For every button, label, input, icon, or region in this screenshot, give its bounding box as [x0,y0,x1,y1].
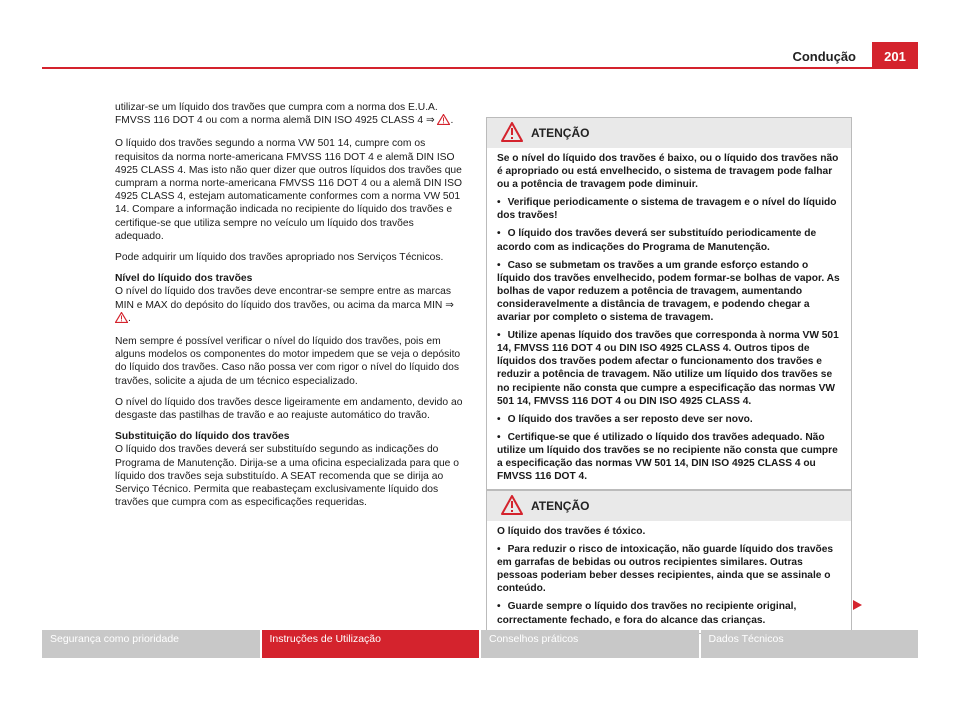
paragraph: O nível do líquido dos travões deve encontrar-se sempre entre as marcas MIN e MAX do depósito do líquido dos travões, ou acima da marca MIN ⇒ . [115,285,465,327]
tab-instrucoes[interactable]: Instruções de Utilização [262,630,480,658]
tab-dados[interactable]: Dados Técnicos [701,630,919,658]
warning-intro: O líquido dos travões é tóxico. [497,526,646,537]
warning-item: • O líquido dos travões a ser reposto deve ser novo. [497,413,841,426]
paragraph: O nível do líquido dos travões desce ligeiramente em andamento, devido ao desgaste das pastilhas de travão e ao reajuste automático do travão. [115,396,463,422]
warning-item: • Certifique-se que é utilizado o líquido dos travões adequado. Não utilize um líquido dos travões se no recipiente não consta que cumpre a especificação das normas VW 501 14, DIN ISO 4925 CLASS 4 ou FMVSS 116 DOT 4. [497,431,841,483]
warning-triangle-icon [501,495,523,520]
warning-triangle-icon[interactable] [115,312,128,327]
warning-box-header [487,118,851,148]
warning-item: • Verifique periodicamente o sistema de travagem e o nível do líquido dos travões! [497,196,841,222]
warning-item: • Guarde sempre o líquido dos travões no recipiente original, correctamente fechado, e fora do alcance das crianças. [497,600,841,626]
subheading: Nível do líquido dos travões [115,273,253,285]
footer-nav [42,630,918,658]
header-rule [42,67,872,69]
page-number: 201 [872,42,918,69]
warning-body [487,148,851,489]
paragraph: Nem sempre é possível verificar o nível do líquido dos travões, pois em alguns modelos os componentes do motor impedem que se veja o depósito do líquido dos travões. Caso não possa ver com rigor o nível do líquido dos travões, solicite a ajuda de um técnico especializado. [115,336,461,387]
warning-item: • O líquido dos travões deverá ser substituído periodicamente de acordo com as indicações do Programa de Manutenção. [497,227,841,253]
left-column [115,101,465,517]
warning-intro: Se o nível do líquido dos travões é baixo, ou o líquido dos travões não é apropriado ou está envelhecido, o sistema de travagem pode falhar ou a potência de travagem pode diminuir. [497,153,839,191]
warning-body [487,521,851,633]
warning-title: ATENÇÃO [531,499,590,513]
subheading: Substituição do líquido dos travões [115,431,290,443]
paragraph: Pode adquirir um líquido dos travões apropriado nos Serviços Técnicos. [115,252,444,264]
continue-arrow-icon[interactable] [853,597,862,615]
warning-box-header [487,491,851,521]
warning-title: ATENÇÃO [531,126,590,140]
warning-box-1 [486,117,852,490]
warning-triangle-icon [501,122,523,147]
tab-seguranca[interactable]: Segurança como prioridade [42,630,260,658]
warning-item: • Para reduzir o risco de intoxicação, não guarde líquido dos travões em garrafas de bebidas ou outros recipientes similares. Outras pessoas poderiam beber desses recipientes, ainda que se assinale o conteúdo. [497,543,841,595]
warning-item: • Utilize apenas líquido dos travões que corresponda à norma VW 501 14, FMVSS 116 DOT 4 ou DIN ISO 4925 CLASS 4. Outros tipos de líquidos dos travões podem afectar o funcionamento dos travões e reduzir a potência de travagem. Não utilize um líquido dos travões se no recipiente não consta que cumpre a especificação das normas VW 501 14, FMVSS 116 DOT 4 ou DIN ISO 4925 CLASS 4. [497,329,841,408]
paragraph: O líquido dos travões segundo a norma VW 501 14, cumpre com os requisitos da norma norte-americana FMVSS 116 DOT 4 e alemã DIN ISO 4925 CLASS 4. Mas isto não quer dizer que outros líquidos dos travões que cumpram a norma norte-americana FMVSS 116 DOT 4 ou a alemã DIN ISO 4925 CLASS 4, estejam automaticamente conformes com a norma VW 501 14. Compare a informação indicada no recipiente do líquido dos travões e certifique-se que utiliza sempre no veículo um líquido dos travões adequado. [115,138,462,242]
paragraph: O líquido dos travões deverá ser substituído segundo as indicações do Programa de Manutenção. Dirija-se a uma oficina especializada para que o líquido dos travões seja substituído. A SEAT recomenda que se dirija ao Serviço Técnico. Permita que reabasteçam exclusivamente líquido dos travões que cumpra com as especificações requeridas. [115,444,459,509]
warning-box-2 [486,490,852,634]
tab-conselhos[interactable]: Conselhos práticos [481,630,699,658]
warning-item: • Caso se submetam os travões a um grande esforço estando o líquido dos travões envelhecido, podem formar-se bolhas de vapor. As bolhas de vapor reduzem a potência de travagem, aumentando consideravelmente a distância de travagem, e podendo chegar a avariar por completo o sistema de travagem. [497,259,841,324]
section-title: Condução [792,49,856,64]
warning-triangle-icon[interactable] [437,114,450,129]
paragraph: utilizar-se um líquido dos travões que cumpra com a norma dos E.U.A. FMVSS 116 DOT 4 ou com a norma alemã DIN ISO 4925 CLASS 4 ⇒ . [115,101,465,129]
